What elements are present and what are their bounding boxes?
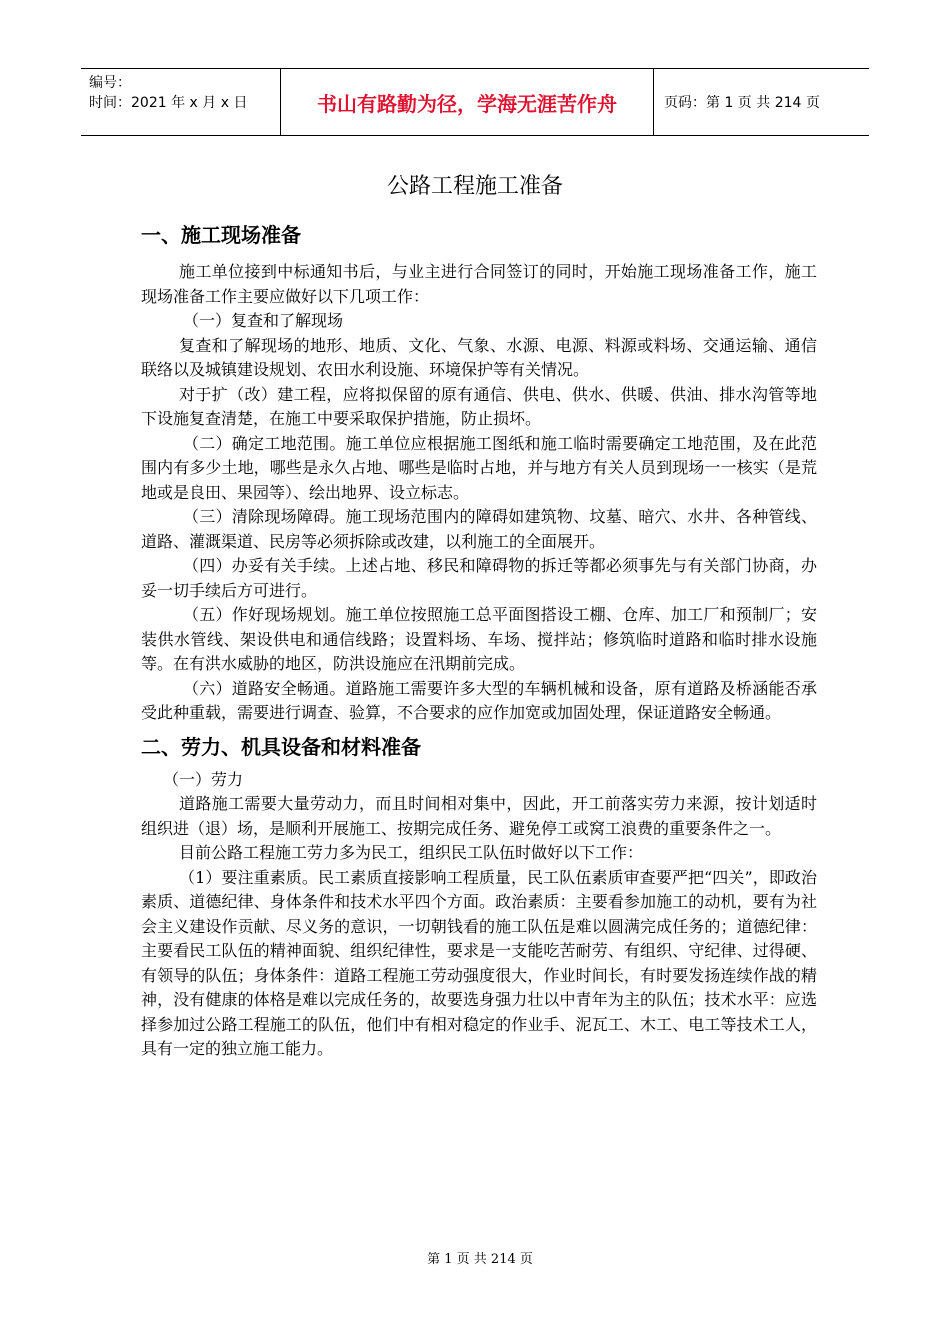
section1-item5: （五）作好现场规划。施工单位按照施工总平面图搭设工棚、仓库、加工厂和预制厂；安装供水管线、架设供电和通信线路；设置料场、车场、搅拌站；修筑临时道路和临时排水设施等。在有洪水威胁的地区，防洪设施应在汛期前完成。: [141, 605, 817, 673]
section1-intro: 施工单位接到中标通知书后，与业主进行合同签订的同时，开始施工现场准备工作，施工现场准备工作主要应做好以下几项工作：: [141, 262, 817, 306]
section2-heading: 二、劳力、机具设备和材料准备: [141, 734, 421, 759]
section1-item1-p1: 复查和了解现场的地形、地质、文化、气象、水源、电源、料源或料场、交通运输、通信联络以及城镇建设规划、农田水利设施、环境保护等有关情况。: [141, 335, 817, 379]
number-label: 编号：: [89, 75, 131, 91]
page-header: [81, 68, 869, 136]
document-body: [141, 220, 817, 1062]
section1-heading: 一、施工现场准备: [141, 223, 301, 247]
date-label: 时间：2021 年 x 月 x 日: [89, 95, 248, 111]
header-motto: 书山有路勤为径，学海无涯苦作舟: [281, 69, 654, 135]
section2-p2: 目前公路工程施工劳力多为民工，组织民工队伍时做好以下工作：: [179, 843, 644, 862]
section2-p1: 道路施工需要大量劳动力，而且时间相对集中，因此，开工前落实劳力来源，按计划适时组织进（退）场，是顺利开展施工、按期完成任务、避免停工或窝工浪费的重要条件之一。: [141, 794, 817, 838]
header-meta: [81, 69, 281, 135]
section1-item2: （二）确定工地范围。施工单位应根据施工图纸和施工临时需要确定工地范围，及在此范围内有多少土地，哪些是永久占地、哪些是临时占地，并与地方有关人员到现场一一核实（是荒地或是良田、果园等）、绘出地界、设立标志。: [141, 433, 817, 502]
section1-item1-title: （一）复查和了解现场: [183, 311, 344, 330]
document-title: 公路工程施工准备: [386, 174, 563, 199]
section1-item4: （四）办妥有关手续。上述占地、移民和障碍物的拆迁等都必须事先与有关部门协商，办妥一切手续后方可进行。: [141, 556, 817, 600]
header-page-label: 页码：第 1 页 共 214 页: [664, 95, 820, 111]
section1-item6: （六）道路安全畅通。道路施工需要许多大型的车辆机械和设备，原有道路及桥涵能否承受此种重载，需要进行调查、验算，不合要求的应作加宽或加固处理，保证道路安全畅通。: [141, 678, 817, 722]
section2-p3: （1）要注重素质。民工素质直接影响工程质量，民工队伍素质审查要严把“四关”，即政治素质、道德纪律、身体条件和技术水平四个方面。政治素质：主要看参加施工的动机，要有为社会主义建设作贡献、尽义务的意识，一切朝钱看的施工队伍是难以圆满完成任务的；道德纪律：主要看民工队伍的精神面貌、组织纪律性，要求是一支能吃苦耐劳、有组织、守纪律、过得硬、有领导的队伍；身体条件：道路工程施工劳动强度很大，作业时间长，有时要发扬连续作战的精神，没有健康的体格是难以完成任务的，故要选身强力壮以中青年为主的队伍；技术水平：应选择参加过公路工程施工的队伍，他们中有相对稳定的作业手、泥瓦工、木工、电工等技术工人，具有一定的独立施工能力。: [141, 867, 817, 1058]
section2-sub1-title: （一）劳力: [163, 769, 244, 789]
section1-item1-p2: 对于扩（改）建工程，应将拟保留的原有通信、供电、供水、供暖、供油、排水沟管等地下设施复查清楚，在施工中要采取保护措施，防止损坏。: [141, 384, 817, 428]
page-footer: 第 1 页 共 214 页: [427, 1252, 533, 1267]
section1-item3: （三）清除现场障碍。施工现场范围内的障碍如建筑物、坟墓、暗穴、水井、各种管线、道路、灌溉渠道、民房等必须拆除或改建，以利施工的全面展开。: [141, 507, 817, 551]
